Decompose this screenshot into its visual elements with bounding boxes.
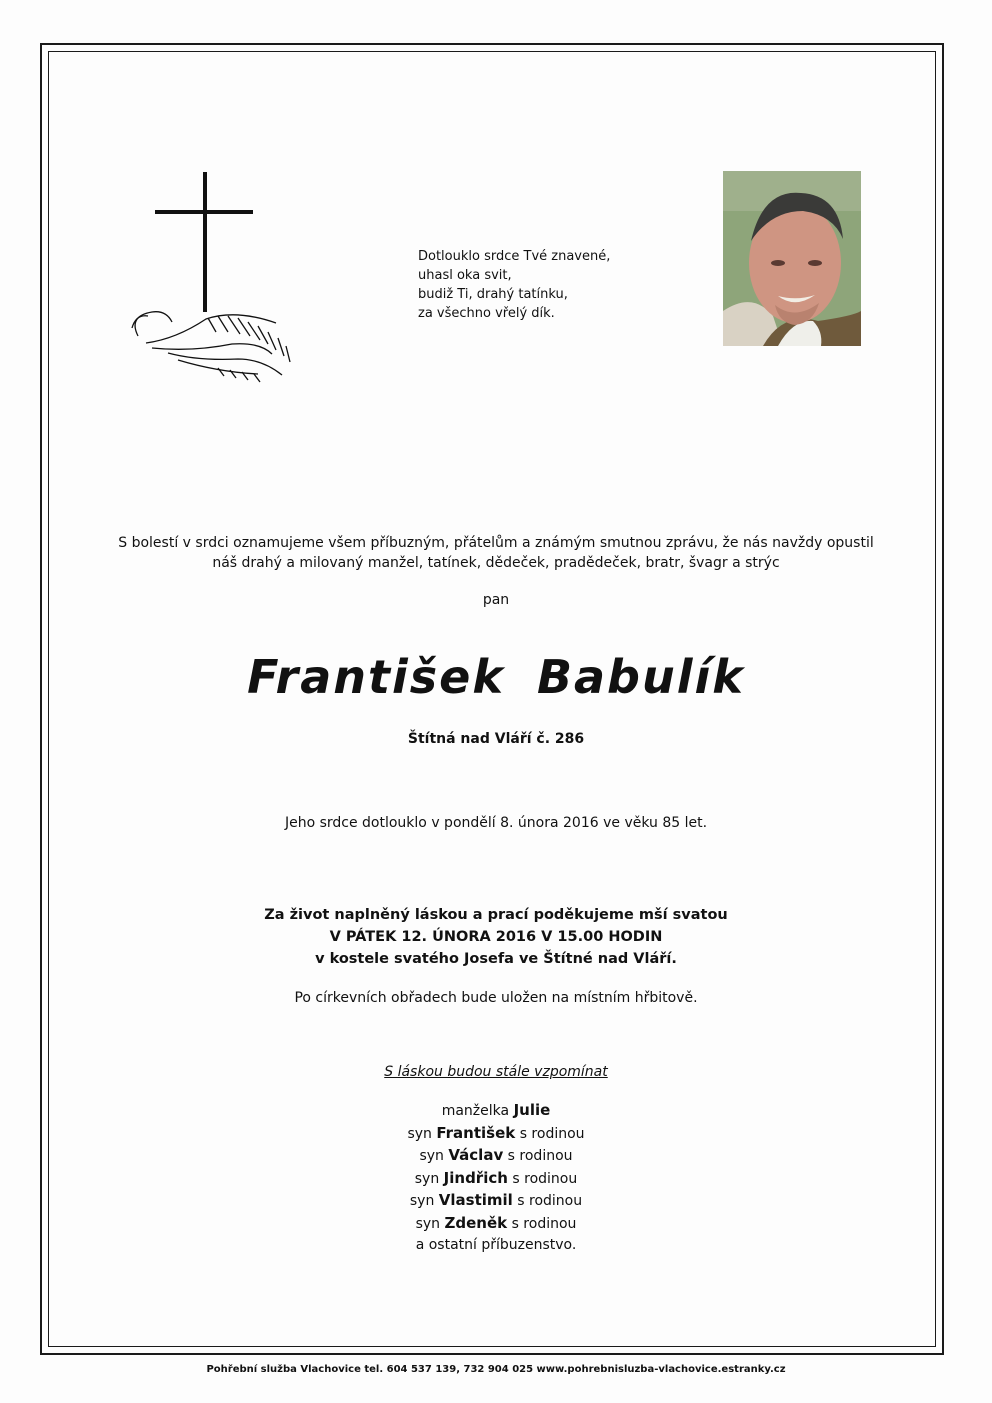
last-name: Babulík (536, 650, 745, 704)
list-item: syn Václav s rodinou (419, 1146, 573, 1164)
deceased-address: Štítná nad Vláří č. 286 (407, 731, 585, 747)
list-item: syn Jindřich s rodinou (414, 1168, 578, 1187)
mourners-list (48, 1100, 944, 1257)
praying-hands-icon (132, 312, 290, 382)
first-name: František (247, 650, 505, 704)
list-item: a ostatní příbuzenstvo. (415, 1237, 577, 1253)
funeral-service-footer: Pohřební služba Vlachovice tel. 604 537 139, 732 904 025 www.pohrebnisluzba-vlachovice.estranky.cz (206, 1364, 786, 1375)
poem-line: uhasl oka svit, (418, 268, 512, 283)
cross-icon (118, 168, 308, 388)
announcement-line: náš drahý a milovaný manžel, tatínek, dědeček, pradědeček, bratr, švagr a strýc (212, 555, 780, 571)
funeral-line: v kostele svatého Josefa ve Štítné nad Vláří. (315, 951, 677, 967)
cross-emblem (118, 168, 308, 388)
poem-line: Dotlouklo srdce Tvé znavené, (418, 249, 611, 264)
death-text: Jeho srdce dotlouklo v pondělí 8. února 2016 ve věku 85 let. (284, 815, 708, 831)
deceased-name (48, 650, 944, 704)
announcement (48, 533, 944, 573)
list-item: syn Vlastimil s rodinou (409, 1191, 583, 1209)
funeral-line: V PÁTEK 12. ÚNORA 2016 V 15.00 HODIN (329, 929, 663, 945)
list-item: syn František s rodinou (407, 1123, 585, 1142)
announcement-line: S bolestí v srdci oznamujeme všem příbuzným, přátelům a známým smutnou zprávu, že nás navždy opustil (118, 535, 874, 551)
list-item: syn Zdeněk s rodinou (415, 1213, 577, 1232)
poem-line: budiž Ti, drahý tatínku, (418, 287, 568, 302)
portrait-photo (723, 171, 861, 346)
funeral-info (48, 904, 944, 970)
poem (418, 247, 610, 323)
honorific: pan (482, 592, 510, 608)
list-item: manželka Julie (441, 1101, 551, 1119)
mourners-heading: S láskou budou stále vzpomínat (384, 1064, 608, 1080)
burial-text: Po církevních obřadech bude uložen na místním hřbitově. (294, 990, 698, 1006)
poem-line: za všechno vřelý dík. (418, 306, 555, 321)
funeral-line: Za život naplněný láskou a prací poděkujeme mší svatou (264, 907, 728, 923)
